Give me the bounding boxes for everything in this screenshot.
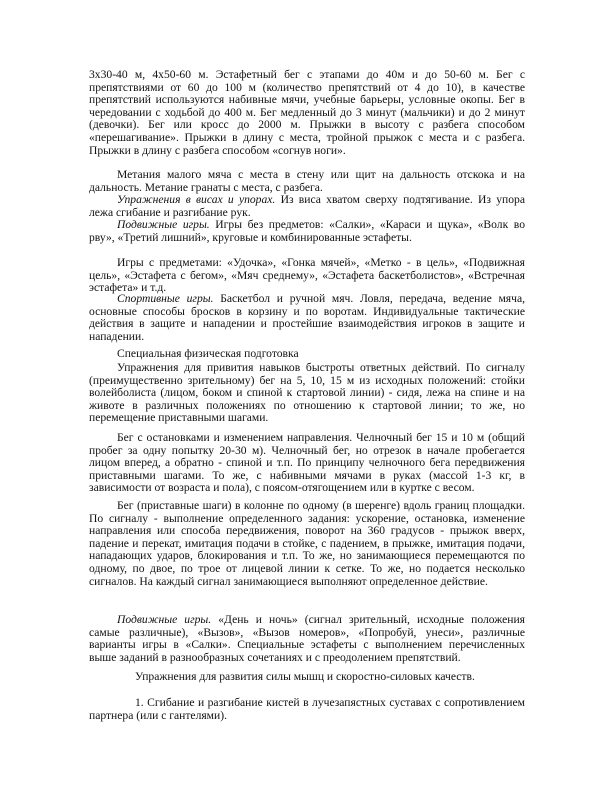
- paragraph-shuttle-run: Бег с остановками и изменением направления. Челночный бег 15 и 10 м (общий пробег за одну попытку 20-30 м). Челночный бег, но отрезок в начале пробегается лицом вперед, а обратно - спиной и т.п. По принципу челночного бега передвижения приставными шагами. То же, с набивными мячами в руках (массой 1-3 кг, в зависимости от возраста и пола), с поясом-отягощением или в куртке с весом.: [89, 431, 525, 495]
- text-hangs-supports: Из виса хватом сверху подтягивание. Из упора лежа сгибание и разгибание рук.: [89, 193, 525, 219]
- text-sport-games: Баскетбол и ручной мяч. Ловля, передача, ведение мяча, основные способы бросков в корзину и по воротам. Индивидуальные тактические действия в защите и нападении и простейшие взаимодействия игроков в защите и нападении.: [89, 292, 525, 343]
- paragraph-games-with-objects: Игры с предметами: «Удочка», «Гонка мячей», «Метко - в цель», «Подвижная цель», «Эстафета с бегом», «Мяч среднему», «Эстафета баскетболистов», «Встречная эстафета» и т.д.: [89, 256, 525, 295]
- section-heading-special-training: Специальная физическая подготовка: [117, 347, 299, 360]
- list-item-1: 1. Сгибание и разгибание кистей в лучезапястных суставах с сопротивлением партнера (или с гантелями).: [89, 696, 525, 722]
- text-mobile-games-2: «День и ночь» (сигнал зрительный, исходные положения самые различные), «Вызов», «Вызов номеров», «Попробуй, унеси», различные варианты игры в «Салки». Специальные эстафеты с выполнением перечисленных выше заданий в разнообразных сочетаниях и с преодолением препятствий.: [89, 613, 525, 664]
- text-mobile-games: Игры без предметов: «Салки», «Караси и щука», «Волк во рву», «Третий лишний», круговые и комбинированные эстафеты.: [89, 218, 525, 244]
- paragraph-sport-games: [89, 293, 525, 343]
- paragraph-hangs-supports: [89, 194, 525, 219]
- paragraph-mobile-games-2: [89, 614, 525, 664]
- heading-mobile-games-2: Подвижные игры.: [117, 613, 212, 626]
- heading-mobile-games: Подвижные игры.: [117, 218, 210, 231]
- paragraph-column-run: Бег (приставные шаги) в колонне по одному (в шеренге) вдоль границ площадки. По сигналу - выполнение определенного задания: ускорение, остановка, изменение направления или способа передвижения, поворот на 360 градусов - прыжок вверх, падение и перекат, имитация подачи в стойке, с падением, в прыжке, имитация подачи, нападающих ударов, блокирования и т.п. То же, но занимающиеся перемещаются по одному, по двое, по трое от лицевой линии к сетке. То же, но подается несколько сигналов. На каждый сигнал занимающиеся выполняют определенное действие.: [89, 499, 525, 588]
- paragraph-mobile-games: [89, 219, 525, 244]
- heading-hangs-supports: Упражнения в висах и упорах.: [117, 193, 276, 206]
- section-heading-strength: Упражнения для развития силы мышц и скоростно-силовых качеств.: [135, 670, 475, 683]
- paragraph-throwing: Метания малого мяча с места в стену или щит на дальность отскока и на дальность. Метание гранаты с места, с разбега.: [89, 168, 525, 194]
- heading-sport-games: Спортивные игры.: [117, 292, 214, 305]
- paragraph-running-jumping: 3х30-40 м, 4х50-60 м. Эстафетный бег с этапами до 40м и до 50-60 м. Бег с препятствиями от 60 до 100 м (количество препятствий от 4 до 10), в качестве препятствий используются набивные мячи, учебные барьеры, условные окопы. Бег в чередовании с ходьбой до 400 м. Бег медленный до 3 минут (мальчики) и до 2 минут (девочки). Бег или кросс до 2000 м. Прыжки в высоту с разбега способом «перешагивание». Прыжки в длину с места, тройной прыжок с места и с разбега. Прыжки в длину с разбега способом «согнув ноги».: [89, 68, 525, 157]
- paragraph-reaction-speed: Упражнения для привития навыков быстроты ответных действий. По сигналу (преимущественно зрительному) бег на 5, 10, 15 м из исходных положений: стойки волейболиста (лицом, боком и спиной к стартовой линии) - сидя, лежа на спине и на животе в различных положениях по отношению к стартовой линии; то же, но перемещение приставными шагами.: [89, 361, 525, 425]
